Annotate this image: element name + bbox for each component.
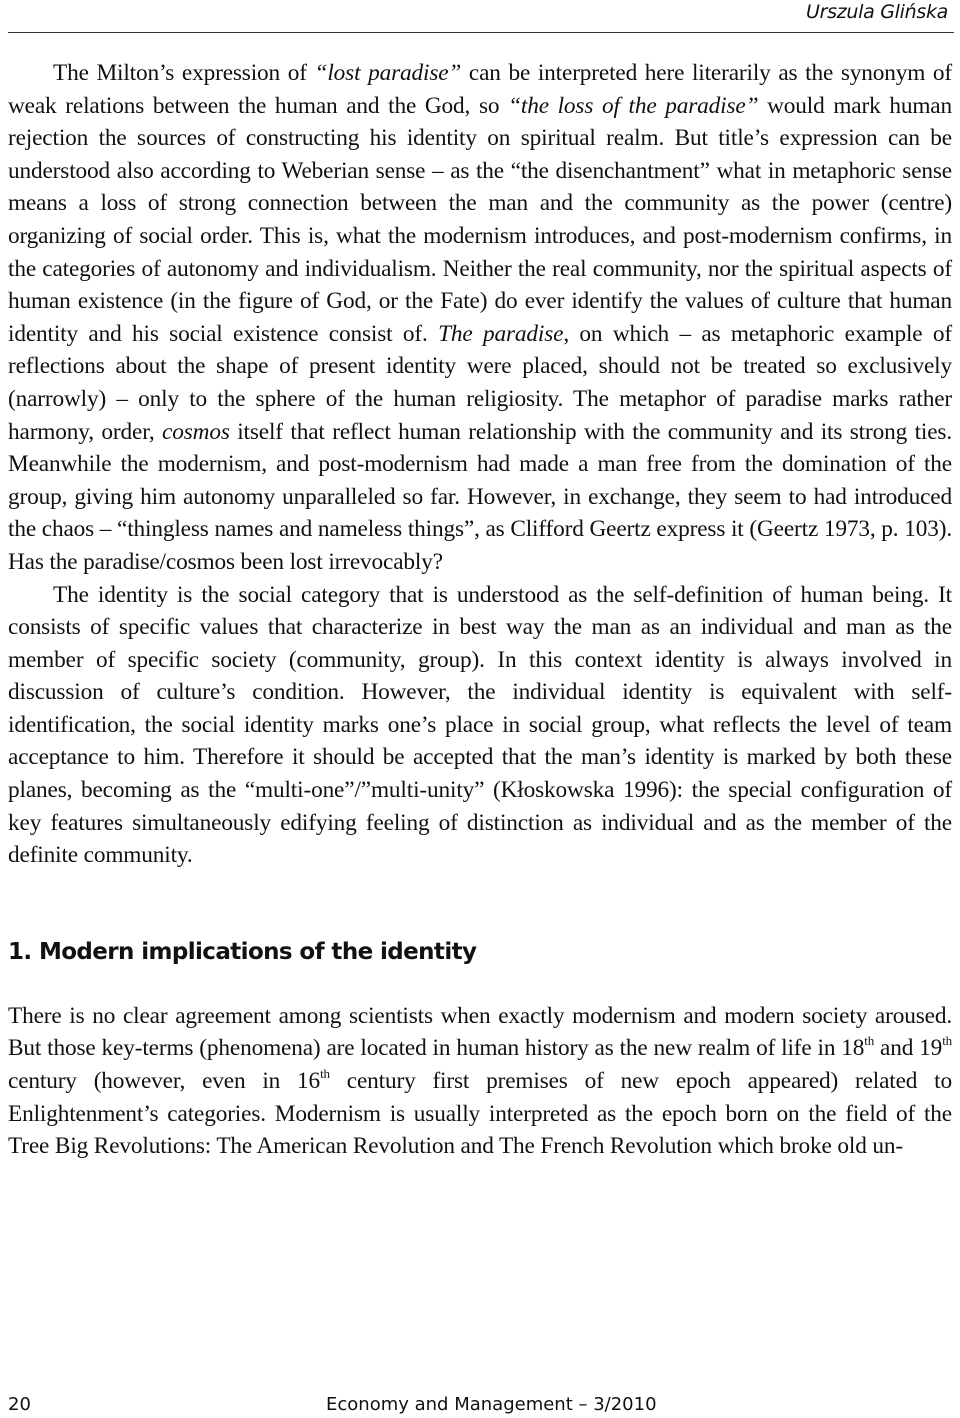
text-run: century first premises of new epoch appeared) related to Enlightenment’s categories. Modernism is usually interpreted as the epoch born on the field of the Tree Big Revolutions: The American Revolution and The French Revolution which broke old un-	[8, 1068, 952, 1160]
page-number: 20	[8, 1394, 31, 1415]
superscript: th	[942, 1033, 952, 1049]
italic-phrase: cosmos	[162, 418, 230, 445]
page-body	[8, 57, 952, 1163]
text-run: There is no clear agreement among scientists when exactly modernism and modern society aroused. But those key-terms (phenomena) are located in human history as the new realm of life in 18	[8, 1002, 952, 1062]
superscript: th	[320, 1066, 330, 1082]
header-rule	[8, 32, 954, 33]
paragraph-identity-definition: The identity is the social category that is understood as the self-definition of human being. It consists of specific values that characterize in best way the man as an individual and man as the member of specific society (community, group). In this context identity is always involved in discussion of culture’s condition. However, the individual identity is equivalent with self-identification, the social identity marks one’s place in social group, what reflects the level of team acceptance to him. Therefore it should be accepted that the man’s identity is marked by both these planes, becoming as the “multi-one”/”multi-unity” (Kłoskowska 1996): the special configuration of key features simultaneously edifying feeling of distinction as individual and as the member of the definite community.	[8, 581, 952, 869]
text-run: century (however, even in 16	[8, 1068, 321, 1095]
text-run: itself that reflect human relationship with the community and its strong ties. Meanwhile the modernism, and post-modernism had made a man free from the domination of the group, giving him autonomy unparalleled so far. However, in exchange, they seem to had introduced the chaos – “thingless names and nameless things”, as Clifford Geertz express it (Geertz 1973, p. 103). Has the paradise/cosmos been lost irrevocably?	[8, 418, 952, 575]
paragraph-lost-paradise	[8, 57, 952, 579]
superscript: th	[864, 1033, 875, 1049]
text-run: can be interpreted here literarily as the synonym of weak relations between the human and the God, so	[8, 60, 953, 119]
journal-name: Economy and Management – 3/2010	[326, 1394, 657, 1415]
page-footer	[8, 1392, 952, 1418]
italic-phrase: The paradise	[438, 320, 564, 347]
paragraph-modernism	[8, 1000, 952, 1163]
section-heading: 1. Modern implications of the identity	[8, 938, 477, 965]
text-run: would mark human rejection the sources of constructing his identity on spiritual realm. But title’s expression can be understood also according to Weberian sense – as the “the disenchantment” what in metaphoric sense means a loss of strong connection between the man and the community as the power (centre) organizing of social order. This is, what the modernism introduces, and post-modernism confirms, in the categories of autonomy and individualism. Neither the real community, nor the spiritual aspects of human existence (in the figure of God, or the Fate) do ever identify the values of culture that human identity and his social existence consist of.	[8, 92, 952, 347]
italic-phrase: “lost paradise”	[314, 60, 462, 86]
text-run: and 19	[874, 1035, 943, 1062]
italic-phrase: “the loss of the paradise”	[508, 92, 759, 119]
text-run: The Milton’s expression of	[53, 60, 315, 86]
text-run: , on which – as metaphoric example of reflections about the shape of present identity were placed, should not be treated so exclusively (narrowly) – only to the sphere of the human religiosity. The metaphor of paradise marks rather harmony, order,	[8, 320, 952, 445]
running-head-author: Urszula Glińska	[806, 1, 948, 23]
